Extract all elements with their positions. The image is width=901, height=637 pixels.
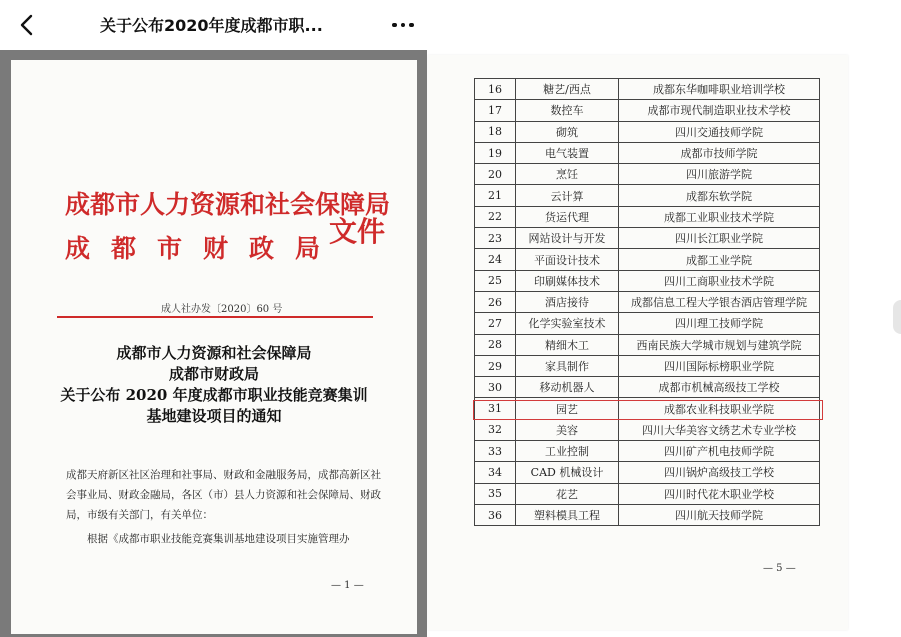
table-row — [475, 185, 820, 206]
row-number: 28 — [475, 334, 516, 355]
row-major: 货运代理 — [516, 206, 619, 227]
row-number: 21 — [475, 185, 516, 206]
page-number: — 5 — — [763, 563, 796, 574]
table-row — [475, 313, 820, 334]
row-number: 18 — [475, 121, 516, 142]
row-number: 26 — [475, 291, 516, 312]
row-school: 西南民族大学城市规划与建筑学院 — [619, 334, 820, 355]
row-major: 塑料模具工程 — [516, 504, 619, 525]
row-major: 园艺 — [516, 398, 619, 419]
document-page-1[interactable] — [11, 60, 417, 634]
table-row — [475, 355, 820, 376]
row-school: 四川矿产机电技师学院 — [619, 441, 820, 462]
table-row — [475, 100, 820, 121]
org-line-2: 成都市财政局 — [65, 234, 342, 263]
table-row — [475, 441, 820, 462]
table-row — [475, 504, 820, 525]
notice-title-line: 关于公布 2020 年度成都市职业技能竞赛集训 — [60, 386, 368, 404]
row-number: 16 — [475, 79, 516, 100]
row-school: 成都信息工程大学银杏酒店管理学院 — [619, 291, 820, 312]
row-school: 成都工业职业技术学院 — [619, 206, 820, 227]
row-number: 20 — [475, 164, 516, 185]
table-row — [475, 249, 820, 270]
row-school: 成都东华咖啡职业培训学校 — [619, 79, 820, 100]
table-row — [475, 164, 820, 185]
row-school: 四川理工技师学院 — [619, 313, 820, 334]
table-row — [475, 206, 820, 227]
notice-title — [21, 343, 407, 427]
row-number: 35 — [475, 483, 516, 504]
row-school: 四川锅炉高级技工学校 — [619, 462, 820, 483]
table-row — [475, 462, 820, 483]
table-row — [475, 142, 820, 163]
table-row — [475, 377, 820, 398]
table-row — [475, 291, 820, 312]
addressee-paragraph: 成都天府新区社区治理和社事局、财政和金融服务局，成都高新区社会事业局、财政金融局，各区（市）县人力资源和社会保障局、财政局，市级有关部门，有关单位： — [66, 469, 381, 521]
row-school: 成都市机械高级技工学校 — [619, 377, 820, 398]
table-row — [475, 121, 820, 142]
row-number: 27 — [475, 313, 516, 334]
table-row — [475, 483, 820, 504]
row-major: 云计算 — [516, 185, 619, 206]
row-school: 成都农业科技职业学院 — [619, 398, 820, 419]
row-school: 四川国际标榜职业学院 — [619, 355, 820, 376]
chevron-left-icon[interactable] — [14, 12, 38, 38]
row-number: 31 — [475, 398, 516, 419]
row-school: 四川长江职业学院 — [619, 228, 820, 249]
notice-title-line: 成都市人力资源和社会保障局 — [116, 344, 312, 362]
row-school: 四川航天技师学院 — [619, 504, 820, 525]
table-row — [475, 419, 820, 440]
row-major: 化学实验室技术 — [516, 313, 619, 334]
highlighted-row-marker — [473, 400, 823, 420]
row-school: 四川工商职业技术学院 — [619, 270, 820, 291]
row-school: 成都东软学院 — [619, 185, 820, 206]
row-major: 酒店接待 — [516, 291, 619, 312]
row-major: 网站设计与开发 — [516, 228, 619, 249]
red-divider — [57, 316, 373, 318]
row-major: 美容 — [516, 419, 619, 440]
row-school: 四川时代花木职业学校 — [619, 483, 820, 504]
row-school: 四川旅游学院 — [619, 164, 820, 185]
org-line-1: 成都市人力资源和社会保障局 — [65, 190, 391, 219]
row-number: 36 — [475, 504, 516, 525]
row-number: 30 — [475, 377, 516, 398]
body-paragraph: 根据《成都市职业技能竞赛集训基地建设项目实施管理办 — [87, 533, 350, 545]
table-row — [475, 334, 820, 355]
row-number: 17 — [475, 100, 516, 121]
row-number: 29 — [475, 355, 516, 376]
nav-bar — [0, 0, 427, 50]
row-school: 四川交通技师学院 — [619, 121, 820, 142]
row-number: 22 — [475, 206, 516, 227]
table-row — [475, 228, 820, 249]
page-title: 关于公布2020年度成都市职... — [100, 16, 323, 35]
row-major: 糖艺/西点 — [516, 79, 619, 100]
row-number: 19 — [475, 142, 516, 163]
row-major: 数控车 — [516, 100, 619, 121]
row-school: 成都市现代制造职业技术学校 — [619, 100, 820, 121]
row-number: 34 — [475, 462, 516, 483]
row-number: 32 — [475, 419, 516, 440]
row-school: 成都工业学院 — [619, 249, 820, 270]
document-number: 成人社办发〔2020〕60 号 — [161, 304, 283, 315]
row-major: 电气装置 — [516, 142, 619, 163]
row-major: CAD 机械设计 — [516, 462, 619, 483]
row-number: 24 — [475, 249, 516, 270]
row-major: 印刷媒体技术 — [516, 270, 619, 291]
row-major: 花艺 — [516, 483, 619, 504]
table-row — [475, 270, 820, 291]
row-major: 平面设计技术 — [516, 249, 619, 270]
page-number: — 1 — — [331, 580, 364, 591]
row-number: 25 — [475, 270, 516, 291]
row-school: 四川大华美容文绣艺术专业学校 — [619, 419, 820, 440]
more-horizontal-icon[interactable] — [388, 16, 418, 34]
row-major: 精细木工 — [516, 334, 619, 355]
row-major: 烹饪 — [516, 164, 619, 185]
row-number: 33 — [475, 441, 516, 462]
document-label: 文件 — [329, 215, 386, 248]
notice-title-line: 成都市财政局 — [168, 365, 259, 383]
row-major: 工业控制 — [516, 441, 619, 462]
row-major: 移动机器人 — [516, 377, 619, 398]
row-number: 23 — [475, 228, 516, 249]
row-major: 家具制作 — [516, 355, 619, 376]
edge-handle[interactable] — [893, 300, 901, 334]
row-major: 砌筑 — [516, 121, 619, 142]
notice-title-line: 基地建设项目的通知 — [146, 407, 282, 425]
training-base-table — [474, 78, 820, 526]
row-school: 成都市技师学院 — [619, 142, 820, 163]
table-row — [475, 79, 820, 100]
